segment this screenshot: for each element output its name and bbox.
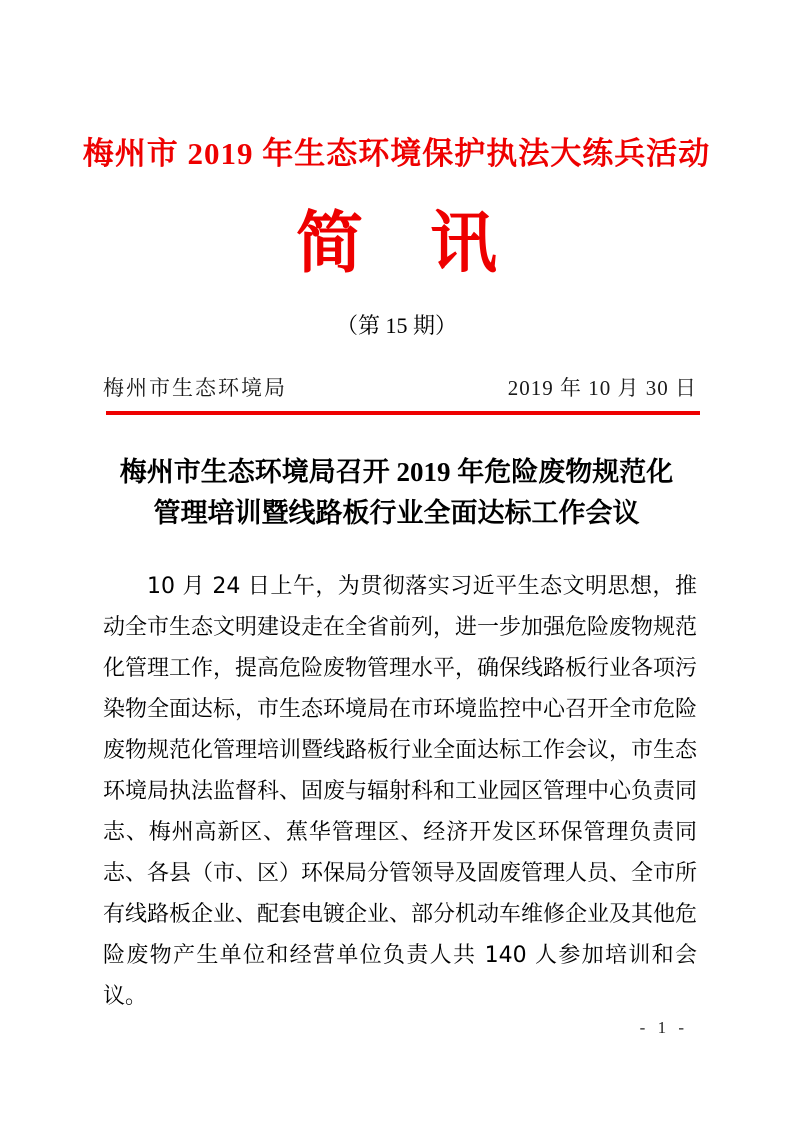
article-title-line2: 管理培训暨线路板行业全面达标工作会议 (153, 498, 640, 528)
article-title (0, 452, 793, 534)
article-body-paragraph: 10 月 24 日上午，为贯彻落实习近平生态文明思想，推动全市生态文明建设走在全省前列，进一步加强危险废物规范化管理工作，提高危险废物管理水平，确保线路板行业各项污染物全面达标，市生态环境局在市环境监控中心召开全市危险废物规范化管理培训暨线路板行业全面达标工作会议，市生态环境局执法监督科、固废与辐射科和工业园区管理中心负责同志、梅州高新区、蕉华管理区、经济开发区环保管理负责同志、各县（市、区）环保局分管领导及固废管理人员、全市所有线路板企业、配套电镀企业、部分机动车维修企业及其他危险废物产生单位和经营单位负责人共 140 人参加培训和会议。 (103, 574, 698, 1009)
issuer-name: 梅州市生态环境局 (103, 376, 287, 400)
article-title-line1: 梅州市生态环境局召开 2019 年危险废物规范化 (119, 457, 674, 487)
red-divider-rule (106, 411, 700, 415)
publish-date: 2019 年 10 月 30 日 (507, 376, 697, 400)
masthead-issuer-row (103, 374, 697, 402)
masthead-activity-title: 梅州市 2019 年生态环境保护执法大练兵活动 (82, 136, 711, 171)
masthead-issue-number: （第 15 期） (335, 313, 457, 338)
masthead-bulletin-name: 简 讯 (296, 207, 497, 281)
page-number: - 1 - (639, 1018, 688, 1037)
